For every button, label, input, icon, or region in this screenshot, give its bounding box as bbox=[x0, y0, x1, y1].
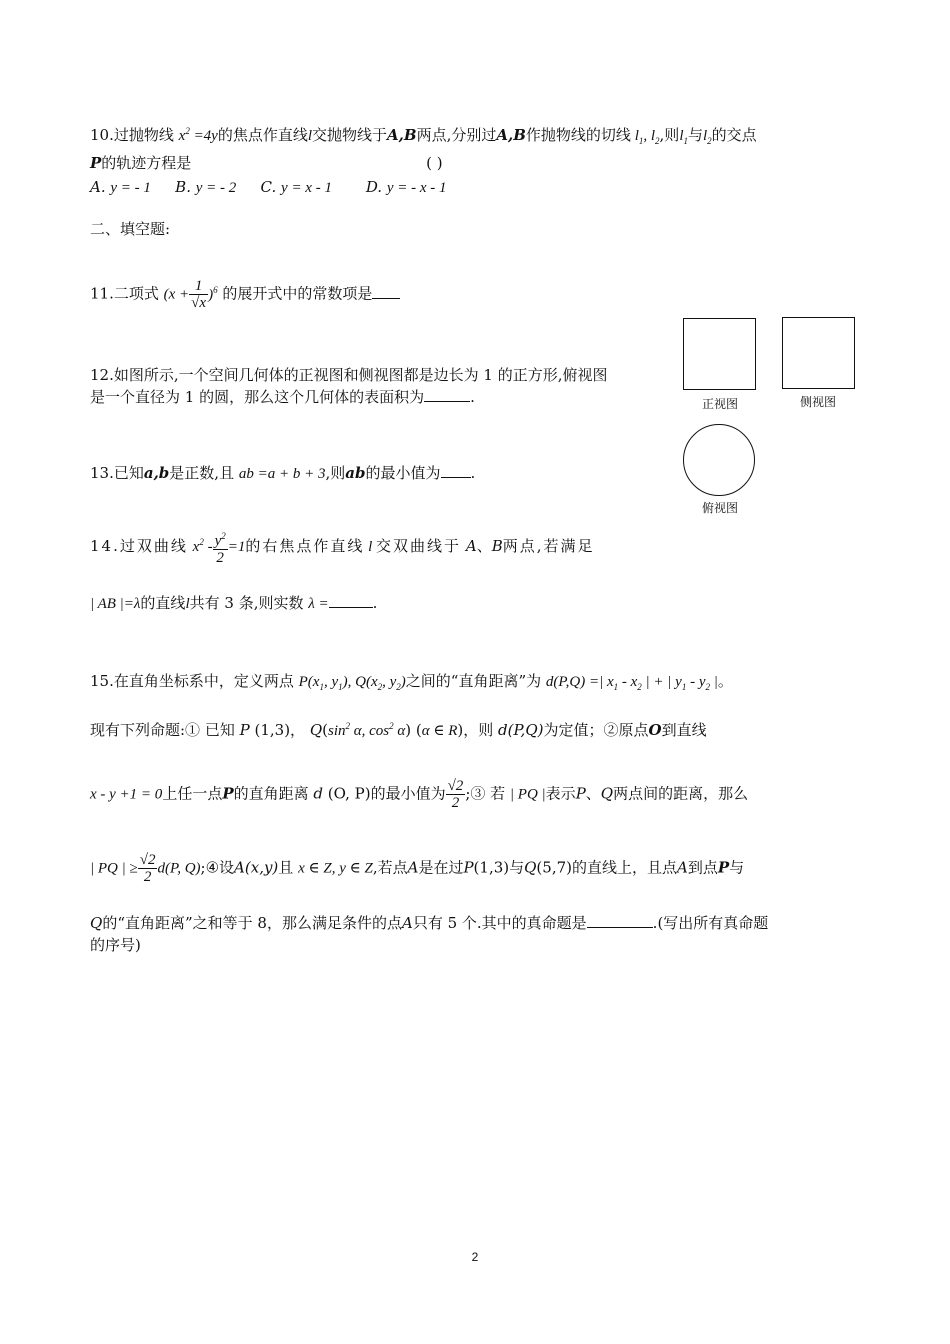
side-view-caption: 侧视图 bbox=[799, 395, 836, 409]
question-14: 14.过双曲线 $x^2$ - $\frac{y^2}{2}$ =1的右焦点作直线 l 交双曲线于 A、B两点,若满足 bbox=[90, 528, 870, 566]
question-15-line5: Q的“直角距离”之和等于 8，那么满足条件的点A只有 5 个.其中的真命题是 .(写出所有真命题 的序号) bbox=[90, 914, 769, 954]
question-10 bbox=[90, 120, 870, 199]
side-view-square bbox=[782, 317, 855, 389]
question-15-line4: | PQ | ≥ $\frac{√2}{2}$ d(P, Q);④设A(x,y)且 x ∈ Z, y ∈ Z,若点A是在过P(1,3)与Q(5,7)的直线上，且点A到点P与 bbox=[90, 852, 745, 885]
q10-line1: 10.过抛物线 $x^2 =4y$的焦点作直线l交抛物线于A,B两点,分别过A,B作抛物线的切线 $l_1$, $l_2$,则$l_1$与$l_2$的交点 bbox=[90, 126, 757, 146]
question-15-line3: x - y +1 = 0上任一点P的直角距离 d (O, P)的最小值为 $\frac{√2}{2}$ ;③ 若 | PQ |表示P、Q两点间的距离，那么 bbox=[90, 778, 749, 811]
front-view-square bbox=[683, 318, 756, 390]
q10-options: A. y = - 1 B. y = - 2 C. y = x - 1 D. y = - x - 1 bbox=[90, 178, 447, 196]
question-13: 13.已知a,b是正数,且 ab =a + b + 3,则ab的最小值为 . bbox=[90, 464, 476, 482]
question-14-line2: | AB |=λ的直线l共有 3 条,则实数 λ = . bbox=[90, 594, 378, 612]
front-view-caption: 正视图 bbox=[701, 397, 738, 411]
section-heading: 二、填空题: bbox=[90, 220, 171, 238]
q10-line2: P的轨迹方程是 ( ) bbox=[90, 154, 443, 172]
question-11: 11.二项式 (x + $\frac{1}{√x}$ )$^6$ 的展开式中的常数项是 bbox=[90, 278, 400, 311]
top-view-circle bbox=[683, 424, 755, 496]
top-view-caption: 俯视图 bbox=[701, 501, 738, 515]
page-number: 2 bbox=[471, 1250, 479, 1264]
parabola-equation: $x^2 =4y$ bbox=[178, 126, 218, 144]
question-12: 12.如图所示,一个空间几何体的正视图和侧视图都是边长为 1 的正方形,俯视图 是一个直径为 1 的圆，那么这个几何体的表面积为 . bbox=[90, 366, 608, 406]
question-15-line1: 15.在直角坐标系中，定义两点 $P(x_1$, $y_1$), $Q(x_2$, $y_2$)之间的“直角距离”为 d(P,Q) =| $x_1 - x_2$ | + | $y_1 - y_2$ |。 bbox=[90, 672, 733, 692]
question-15-line2: 现有下列命题:① 已知 P (1,3)， $Q(\sin^2$ α, $\cos^2 \alpha$) (α ∈ R)，则 d(P,Q)为定值；②原点O到直线 bbox=[90, 721, 707, 739]
